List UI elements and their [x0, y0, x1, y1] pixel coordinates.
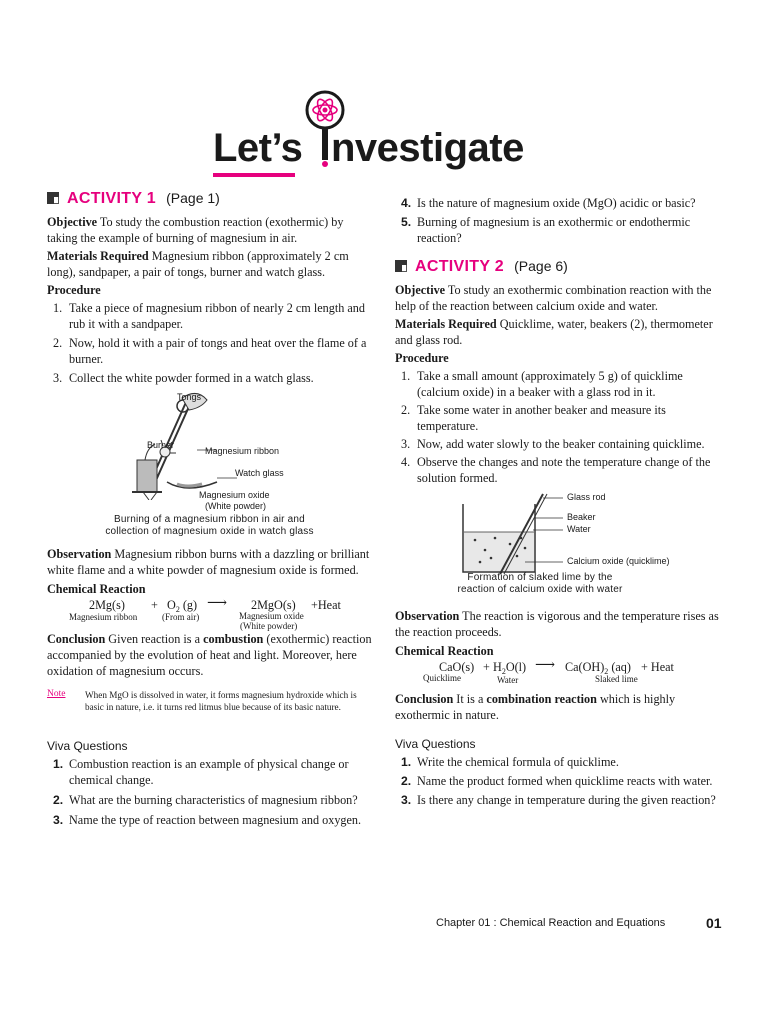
activity2-label: ACTIVITY 2 [415, 258, 504, 275]
activity2-viva-heading: Viva Questions [395, 737, 476, 751]
activity2-heading [395, 258, 725, 276]
activity1-viva-heading: Viva Questions [47, 739, 128, 753]
right-column [395, 195, 725, 808]
figure-caption: Formation of slaked lime by the reaction of calcium oxide with water [457, 572, 623, 595]
figure-label-beaker: Beaker [567, 512, 596, 522]
activity1-page-ref: (Page 1) [166, 190, 220, 206]
title-lets: Let’s [213, 126, 303, 170]
figure-label-burner: Burner [147, 440, 175, 450]
list-item: 3. Now, add water slowly to the beaker containing quicklime. [401, 437, 705, 451]
activity1-viva-list-continued [395, 195, 725, 246]
title-underline [213, 173, 295, 177]
activity2-procedure-list [395, 368, 725, 486]
figure-label-glass-rod: Glass rod [567, 492, 606, 502]
activity1-procedure-list [47, 300, 372, 386]
activity2-reaction-heading: Chemical Reaction [395, 644, 494, 658]
list-item: 1. Combustion reaction is an example of physical change or chemical change. [53, 757, 349, 787]
figure-slaked-lime [395, 492, 725, 600]
figure-label-oxide: Magnesium oxide [199, 490, 270, 500]
figure-label-watch-glass: Watch glass [235, 468, 284, 478]
activity1-objective [47, 214, 372, 246]
activity-icon [47, 192, 59, 204]
title-investigate: nvestigate [331, 126, 524, 170]
list-item: 3. Name the type of reaction between magnesium and oxygen. [53, 813, 362, 827]
objective-text: To study the combustion reaction (exothermic) by taking the example of burning of magnesium in air. [47, 215, 344, 245]
figure-label-water: Water [567, 524, 591, 534]
materials-text: Magnesium ribbon (approximately 2 cm long), sandpaper, a pair of tongs, burner and watch glass. [47, 249, 349, 279]
activity1-viva-list [47, 756, 372, 828]
activity1-heading [47, 190, 372, 208]
activity1-note [47, 689, 372, 727]
activity1-label: ACTIVITY 1 [67, 190, 156, 207]
figure-label-tongs: Tongs [177, 392, 202, 402]
list-item: 2. Now, hold it with a pair of tongs and heat over the flame of a burner. [53, 336, 367, 366]
activity2-page-ref: (Page 6) [514, 258, 568, 274]
activity2-equation: CaO(s) + $H_2O(l)$ ⟶ $Ca(OH)_2$ (aq) + Heat Quicklime Water Slaked lime [423, 658, 674, 685]
activity2-procedure-heading: Procedure [395, 351, 449, 365]
figure-burning-magnesium [47, 390, 372, 540]
activity2-objective: Objective To study an exothermic combination reaction with the help of the reaction between calcium oxide and water. [395, 283, 712, 313]
list-item: 1. Write the chemical formula of quicklime. [401, 755, 619, 769]
list-item: 2. Name the product formed when quicklime reacts with water. [401, 774, 713, 788]
objective-label: Objective [47, 215, 98, 229]
activity2-materials: Materials Required Quicklime, water, beakers (2), thermometer and glass rod. [395, 317, 713, 347]
left-column [47, 190, 372, 828]
list-item: 1. Take a small amount (approximately 5 g) of quicklime (calcium oxide) in a beaker with a glass rod in it. [401, 369, 683, 399]
activity2-observation: Observation The reaction is vigorous and the temperature rises as the reaction proceeds. [395, 609, 719, 639]
figure-label-calcium-oxide: Calcium oxide (quicklime) [567, 556, 670, 566]
figure-label-ribbon: Magnesium ribbon [205, 446, 280, 456]
footer-page-number: 01 [706, 915, 722, 931]
activity2-conclusion: Conclusion It is a combination reaction which is highly exothermic in nature. [395, 692, 676, 722]
materials-label: Materials Required [47, 249, 149, 263]
activity1-conclusion: Conclusion Given reaction is a combustion (exothermic) reaction accompanied by the evolution of heat and light. Moreover, here oxidation of magnesium occurs. [47, 632, 372, 678]
figure-caption: Burning of a magnesium ribbon in air and collection of magnesium oxide in watch glass [105, 514, 314, 537]
activity-icon [395, 260, 407, 272]
list-item: 3. Is there any change in temperature during the given reaction? [401, 793, 716, 807]
page-title [213, 88, 573, 178]
page-footer [420, 915, 725, 935]
list-item: 4. Observe the changes and note the temperature change of the solution formed. [401, 455, 711, 485]
list-item: 3. Collect the white powder formed in a watch glass. [53, 371, 314, 385]
list-item: 2. What are the burning characteristics of magnesium ribbon? [53, 793, 358, 807]
activity1-procedure-heading: Procedure [47, 283, 101, 297]
activity1-observation: Observation Magnesium ribbon burns with a dazzling or brilliant white flame and a white powder of magnesium oxide is formed. [47, 547, 370, 577]
list-item: 5. Burning of magnesium is an exothermic or endothermic reaction? [401, 215, 691, 245]
footer-chapter: Chapter 01 : Chemical Reaction and Equations [436, 917, 666, 929]
list-item: 1. Take a piece of magnesium ribbon of nearly 2 cm length and rub it with a sandpaper. [53, 301, 365, 331]
note-text: When MgO is dissolved in water, it forms magnesium hydroxide which is basic in nature, i.e. it turns red litmus blue because of its basic nature. [85, 690, 357, 712]
activity2-viva-list [395, 754, 725, 808]
list-item: 4. Is the nature of magnesium oxide (MgO) acidic or basic? [401, 196, 696, 210]
activity1-reaction-heading: Chemical Reaction [47, 582, 146, 596]
note-label: Note [47, 689, 66, 699]
list-item: 2. Take some water in another beaker and measure its temperature. [401, 403, 666, 433]
activity1-equation: 2Mg(s) + $O_2$ (g) ⟶ 2MgO(s) +Heat Magnesium ribbon (From air) Magnesium oxide (White powder) [69, 596, 341, 631]
figure-label-oxide-sub: (White powder) [205, 501, 267, 511]
activity1-materials [47, 248, 372, 280]
